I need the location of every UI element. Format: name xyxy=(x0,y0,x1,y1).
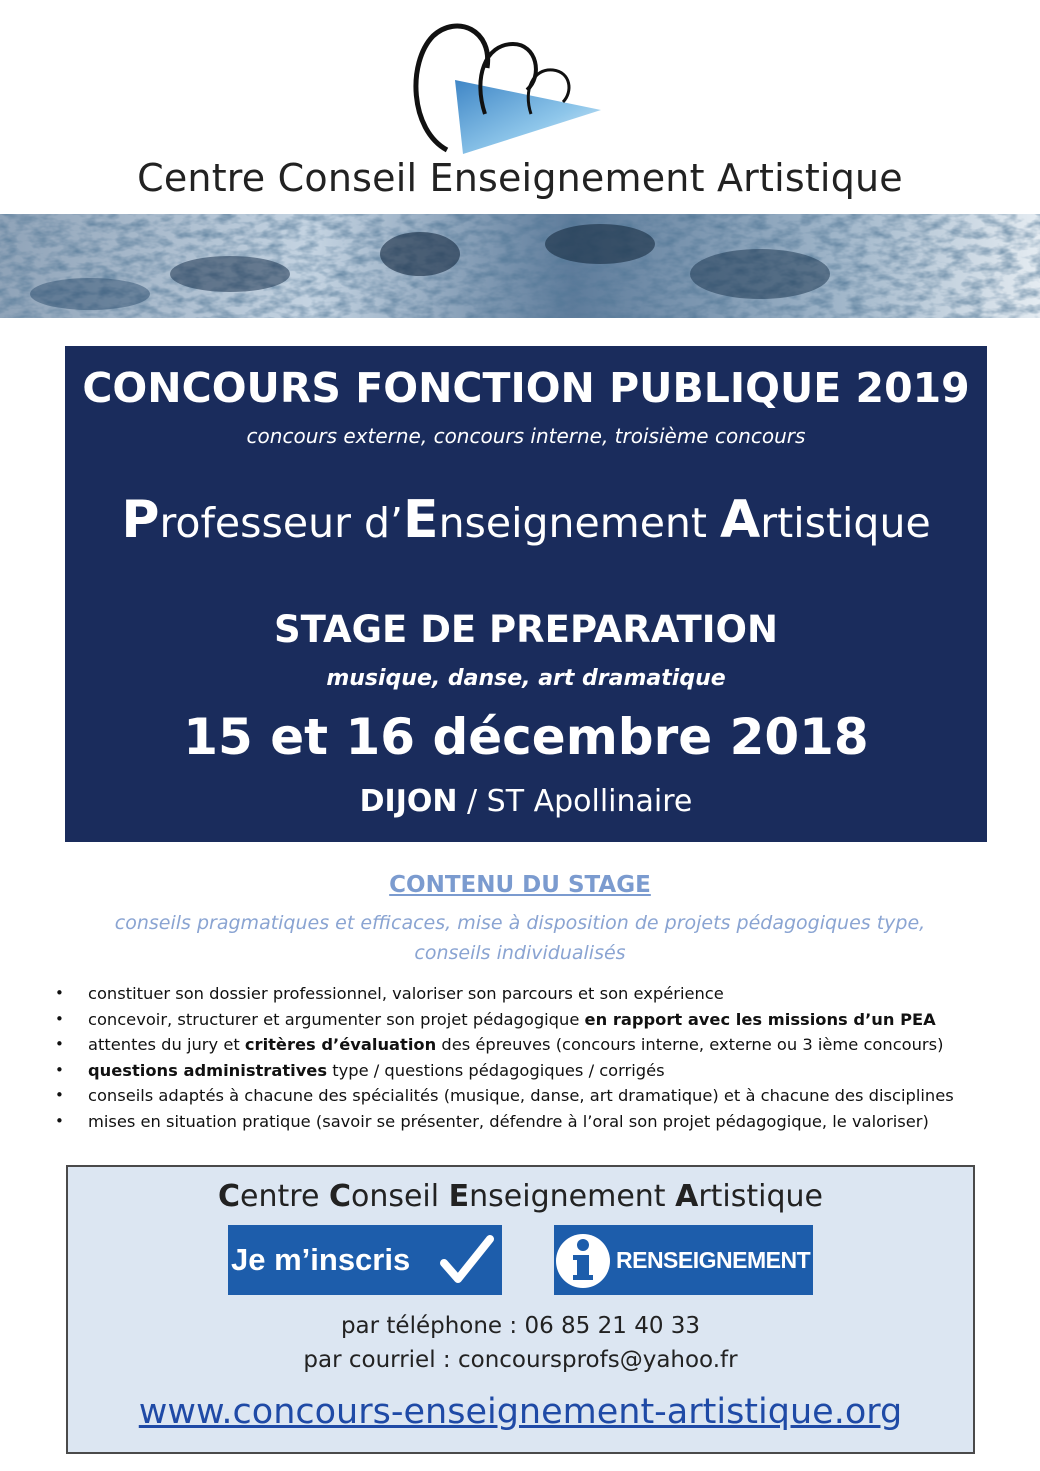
contact-email[interactable]: par courriel : concoursprofs@yahoo.fr xyxy=(303,1347,738,1373)
list-item: • attentes du jury et critères d’évaluation des épreuves (concours interne, externe ou 3 ième concours) xyxy=(55,1035,1015,1061)
checkmark-icon xyxy=(438,1233,496,1289)
disciplines: musique, danse, art dramatique xyxy=(326,666,726,691)
info-button[interactable] xyxy=(554,1225,813,1295)
event-announcement-box xyxy=(65,346,987,842)
list-item: • concevoir, structurer et argumenter son projet pédagogique en rapport avec les missions d’un PEA xyxy=(55,1010,1015,1036)
event-dates: 15 et 16 décembre 2018 xyxy=(183,708,869,766)
website-link[interactable]: www.concours-enseignement-artistique.org xyxy=(138,1392,903,1432)
list-item: • questions administratives type / questions pédagogiques / corrigés xyxy=(55,1061,1015,1087)
header-banner-image xyxy=(0,214,1040,318)
profession-title: Professeur d’Enseignement Artistique xyxy=(121,490,931,550)
contact-box xyxy=(66,1165,975,1454)
event-title: CONCOURS FONCTION PUBLIQUE 2019 xyxy=(82,364,970,412)
contact-organization: Centre Conseil Enseignement Artistique xyxy=(218,1179,823,1214)
content-bullet-list xyxy=(55,984,1015,1137)
content-title: CONTENU DU STAGE xyxy=(389,872,651,898)
list-item: • conseils adaptés à chacune des spécialités (musique, danse, art dramatique) et à chacune des disciplines xyxy=(55,1086,1015,1112)
content-subtitle: conseils pragmatiques et efficaces, mise à disposition de projets pédagogiques type, conseils individualisés xyxy=(114,912,926,964)
event-place: DIJON / ST Apollinaire xyxy=(359,784,693,819)
signup-button-label: Je m’inscris xyxy=(231,1242,411,1277)
event-subtitle: concours externe, concours interne, troisième concours xyxy=(246,424,806,448)
signup-button[interactable] xyxy=(228,1225,502,1295)
organization-title: Centre Conseil Enseignement Artistique xyxy=(137,156,903,200)
stage-title: STAGE DE PREPARATION xyxy=(274,608,778,651)
contact-phone: par téléphone : 06 85 21 40 33 xyxy=(340,1313,701,1339)
info-button-label: RENSEIGNEMENT xyxy=(616,1246,811,1273)
info-icon xyxy=(554,1225,612,1295)
list-item: • constituer son dossier professionnel, valoriser son parcours et son expérience xyxy=(55,984,1015,1010)
list-item: • mises en situation pratique (savoir se présenter, défendre à l’oral son projet pédagogique, le valoriser) xyxy=(55,1112,1015,1138)
logo-icon xyxy=(405,18,610,163)
